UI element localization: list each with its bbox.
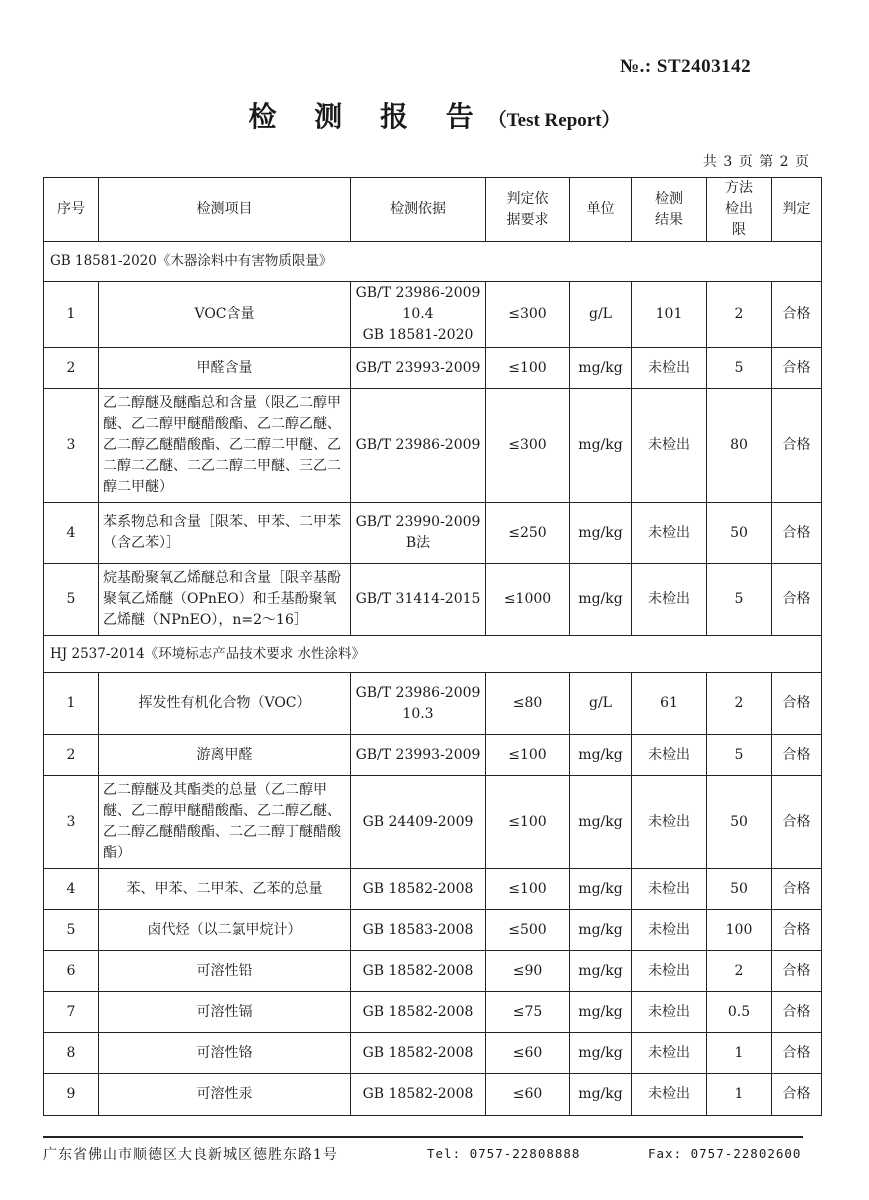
- test-item: 乙二醇醚及其酯类的总量（乙二醇甲醚、乙二醇甲醚醋酸酯、乙二醇乙醚、乙二醇乙醚醋酸酯、二乙二醇丁醚醋酸酯）: [99, 776, 351, 869]
- judgement: 合格: [772, 951, 822, 992]
- unit: mg/kg: [570, 1033, 632, 1074]
- test-basis: GB 18582-2008: [351, 869, 486, 910]
- test-basis: GB 18582-2008: [351, 951, 486, 992]
- requirement: ≤100: [486, 776, 570, 869]
- test-basis: GB 18582-2008: [351, 1033, 486, 1074]
- row-number: 2: [44, 735, 99, 776]
- test-item: VOC含量: [99, 282, 351, 348]
- judgement: 合格: [772, 1074, 822, 1116]
- table-row: [44, 1033, 822, 1074]
- page-indicator: 共 3 页 第 2 页: [702, 154, 810, 170]
- requirement: ≤300: [486, 282, 570, 348]
- test-result: 未检出: [632, 503, 707, 564]
- table-row: [44, 673, 822, 735]
- test-result: 未检出: [632, 910, 707, 951]
- test-result: 未检出: [632, 1033, 707, 1074]
- test-item: 可溶性铬: [99, 1033, 351, 1074]
- test-result: 未检出: [632, 951, 707, 992]
- detection-limit: 2: [707, 282, 772, 348]
- test-item: 甲醛含量: [99, 348, 351, 389]
- detection-limit: 1: [707, 1074, 772, 1116]
- row-number: 9: [44, 1074, 99, 1116]
- test-basis: GB/T 23993-2009: [351, 348, 486, 389]
- judgement: 合格: [772, 564, 822, 636]
- section-title: GB 18581-2020《木器涂料中有害物质限量》: [44, 242, 822, 282]
- test-result: 61: [632, 673, 707, 735]
- requirement: ≤75: [486, 992, 570, 1033]
- test-basis: GB 18582-2008: [351, 1074, 486, 1116]
- unit: mg/kg: [570, 869, 632, 910]
- test-basis: GB/T 23986-2009: [351, 389, 486, 503]
- judgement: 合格: [772, 992, 822, 1033]
- test-result: 未检出: [632, 735, 707, 776]
- title-english: （Test Report）: [487, 110, 621, 131]
- test-item: 可溶性镉: [99, 992, 351, 1033]
- judgement: 合格: [772, 282, 822, 348]
- judgement: 合格: [772, 673, 822, 735]
- row-number: 1: [44, 673, 99, 735]
- test-basis: GB/T 23986-2009 10.3: [351, 673, 486, 735]
- table-row: [44, 869, 822, 910]
- table-row: [44, 389, 822, 503]
- test-item: 挥发性有机化合物（VOC）: [99, 673, 351, 735]
- footer-divider: [43, 1136, 803, 1138]
- requirement: ≤250: [486, 503, 570, 564]
- requirement: ≤60: [486, 1033, 570, 1074]
- requirement: ≤1000: [486, 564, 570, 636]
- test-item: 苯、甲苯、二甲苯、乙苯的总量: [99, 869, 351, 910]
- column-header: 判定依据要求: [486, 178, 570, 242]
- unit: mg/kg: [570, 910, 632, 951]
- unit: mg/kg: [570, 776, 632, 869]
- test-result: 未检出: [632, 348, 707, 389]
- report-number: №.: ST2403142: [620, 56, 752, 77]
- column-header: 检测结果: [632, 178, 707, 242]
- detection-limit: 5: [707, 564, 772, 636]
- test-basis: GB 18583-2008: [351, 910, 486, 951]
- test-item: 游离甲醛: [99, 735, 351, 776]
- table-row: [44, 282, 822, 348]
- test-result: 未检出: [632, 564, 707, 636]
- table-row: [44, 503, 822, 564]
- unit: g/L: [570, 282, 632, 348]
- judgement: 合格: [772, 503, 822, 564]
- title-chinese: 检 测 报 告: [248, 100, 488, 133]
- detection-limit: 5: [707, 348, 772, 389]
- judgement: 合格: [772, 348, 822, 389]
- detection-limit: 50: [707, 503, 772, 564]
- detection-limit: 1: [707, 1033, 772, 1074]
- unit: mg/kg: [570, 951, 632, 992]
- column-header: 方法检出限: [707, 178, 772, 242]
- table-body: [44, 178, 822, 1116]
- unit: mg/kg: [570, 348, 632, 389]
- table-row: [44, 992, 822, 1033]
- test-item: 乙二醇醚及醚酯总和含量（限乙二醇甲醚、乙二醇甲醚醋酸酯、乙二醇乙醚、乙二醇乙醚醋酸酯、乙二醇二甲醚、乙二醇二乙醚、二乙二醇二甲醚、三乙二醇二甲醚）: [99, 389, 351, 503]
- column-header: 检测项目: [99, 178, 351, 242]
- requirement: ≤100: [486, 869, 570, 910]
- table-row: [44, 564, 822, 636]
- row-number: 2: [44, 348, 99, 389]
- test-item: 苯系物总和含量［限苯、甲苯、二甲苯（含乙苯）］: [99, 503, 351, 564]
- test-basis: GB/T 23986-2009 10.4 GB 18581-2020: [351, 282, 486, 348]
- footer-telephone: Tel: 0757-22808888: [427, 1146, 581, 1161]
- table-row: [44, 951, 822, 992]
- test-result: 未检出: [632, 389, 707, 503]
- table-row: [44, 776, 822, 869]
- detection-limit: 2: [707, 673, 772, 735]
- column-header: 检测依据: [351, 178, 486, 242]
- unit: mg/kg: [570, 1074, 632, 1116]
- table-row: [44, 735, 822, 776]
- row-number: 7: [44, 992, 99, 1033]
- judgement: 合格: [772, 776, 822, 869]
- unit: mg/kg: [570, 992, 632, 1033]
- table-row: [44, 1074, 822, 1116]
- judgement: 合格: [772, 1033, 822, 1074]
- detection-limit: 50: [707, 776, 772, 869]
- unit: mg/kg: [570, 735, 632, 776]
- column-header: 序号: [44, 178, 99, 242]
- column-header: 单位: [570, 178, 632, 242]
- row-number: 4: [44, 503, 99, 564]
- test-basis: GB/T 23990-2009 B法: [351, 503, 486, 564]
- requirement: ≤300: [486, 389, 570, 503]
- requirement: ≤100: [486, 348, 570, 389]
- row-number: 4: [44, 869, 99, 910]
- row-number: 3: [44, 389, 99, 503]
- test-results-table: [43, 177, 822, 1116]
- section-header-row: [44, 242, 822, 282]
- unit: mg/kg: [570, 389, 632, 503]
- section-header-row: [44, 636, 822, 673]
- test-basis: GB/T 23993-2009: [351, 735, 486, 776]
- detection-limit: 5: [707, 735, 772, 776]
- detection-limit: 50: [707, 869, 772, 910]
- test-result: 未检出: [632, 992, 707, 1033]
- test-item: 卤代烃（以二氯甲烷计）: [99, 910, 351, 951]
- test-item: 烷基酚聚氧乙烯醚总和含量［限辛基酚聚氧乙烯醚（OPnEO）和壬基酚聚氧乙烯醚（NPnEO），n=2～16］: [99, 564, 351, 636]
- test-result: 未检出: [632, 869, 707, 910]
- requirement: ≤80: [486, 673, 570, 735]
- row-number: 6: [44, 951, 99, 992]
- test-result: 未检出: [632, 1074, 707, 1116]
- test-item: 可溶性汞: [99, 1074, 351, 1116]
- report-title: [0, 95, 869, 135]
- section-title: HJ 2537-2014《环境标志产品技术要求 水性涂料》: [44, 636, 822, 673]
- requirement: ≤500: [486, 910, 570, 951]
- test-item: 可溶性铅: [99, 951, 351, 992]
- table-row: [44, 910, 822, 951]
- table-row: [44, 348, 822, 389]
- test-basis: GB 18582-2008: [351, 992, 486, 1033]
- detection-limit: 80: [707, 389, 772, 503]
- judgement: 合格: [772, 910, 822, 951]
- unit: mg/kg: [570, 564, 632, 636]
- test-basis: GB 24409-2009: [351, 776, 486, 869]
- row-number: 8: [44, 1033, 99, 1074]
- footer-address: 广东省佛山市顺德区大良新城区德胜东路1号: [43, 1147, 338, 1163]
- judgement: 合格: [772, 869, 822, 910]
- requirement: ≤90: [486, 951, 570, 992]
- detection-limit: 100: [707, 910, 772, 951]
- column-header: 判定: [772, 178, 822, 242]
- requirement: ≤60: [486, 1074, 570, 1116]
- row-number: 1: [44, 282, 99, 348]
- unit: mg/kg: [570, 503, 632, 564]
- table-header-row: [44, 178, 822, 242]
- row-number: 3: [44, 776, 99, 869]
- detection-limit: 0.5: [707, 992, 772, 1033]
- row-number: 5: [44, 910, 99, 951]
- unit: g/L: [570, 673, 632, 735]
- footer-fax: Fax: 0757-22802600: [648, 1146, 802, 1161]
- detection-limit: 2: [707, 951, 772, 992]
- test-result: 101: [632, 282, 707, 348]
- test-basis: GB/T 31414-2015: [351, 564, 486, 636]
- row-number: 5: [44, 564, 99, 636]
- test-result: 未检出: [632, 776, 707, 869]
- requirement: ≤100: [486, 735, 570, 776]
- judgement: 合格: [772, 735, 822, 776]
- judgement: 合格: [772, 389, 822, 503]
